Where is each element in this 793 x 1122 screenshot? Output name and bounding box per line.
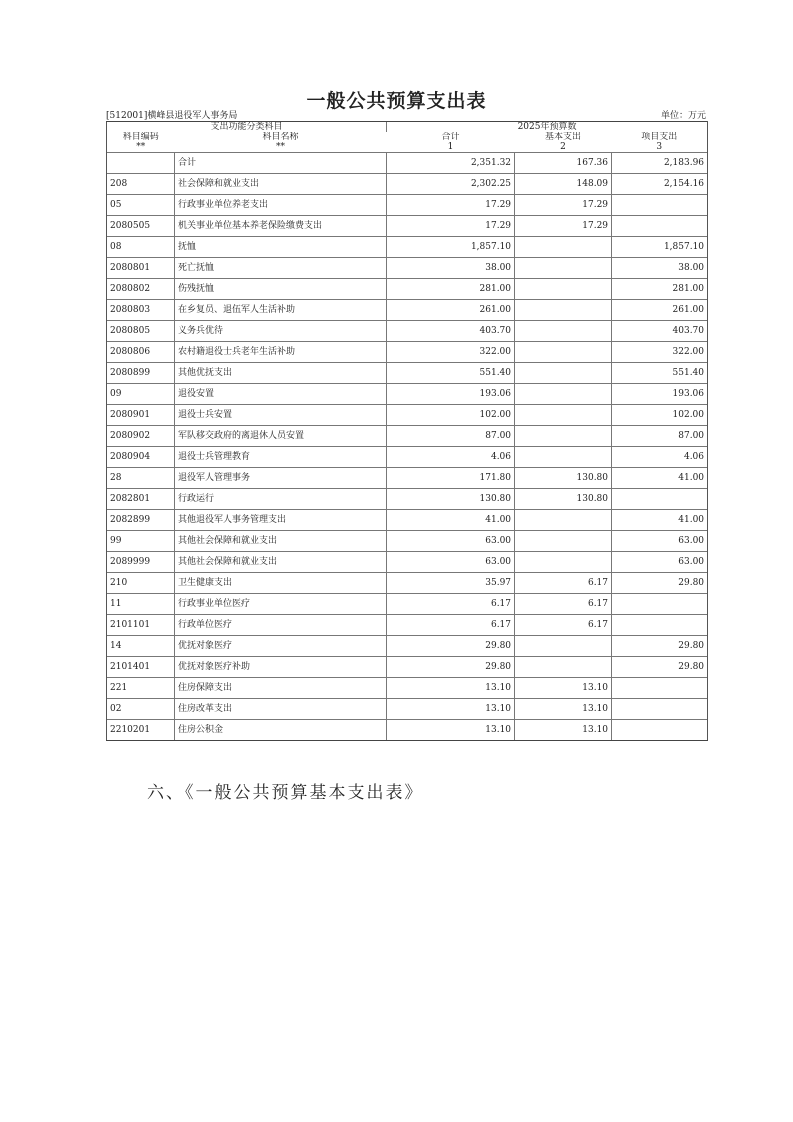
table-row [107,594,708,615]
row-name: 住房公积金 [175,720,387,741]
row-project: 29.80 [612,573,708,594]
table-row [107,195,708,216]
row-basic [515,426,612,447]
header-func-class: 支出功能分类科目 [107,122,387,133]
row-basic: 13.10 [515,699,612,720]
row-code: 2080904 [107,447,175,468]
table-row [107,237,708,258]
row-total: 1,857.10 [387,237,515,258]
page-title: 一般公共预算支出表 [306,90,487,112]
row-basic: 6.17 [515,615,612,636]
row-code: 11 [107,594,175,615]
row-project: 38.00 [612,258,708,279]
row-total: 13.10 [387,720,515,741]
row-project: 322.00 [612,342,708,363]
header-row-1 [107,122,708,133]
row-basic [515,447,612,468]
row-code: 05 [107,195,175,216]
row-basic [515,384,612,405]
row-name: 行政运行 [175,489,387,510]
row-basic [515,657,612,678]
row-name: 行政单位医疗 [175,615,387,636]
row-basic [515,300,612,321]
row-basic [515,552,612,573]
row-code: 2080901 [107,405,175,426]
row-name: 社会保障和就业支出 [175,174,387,195]
row-basic [515,258,612,279]
row-name: 机关事业单位基本养老保险缴费支出 [175,216,387,237]
row-code: 2080803 [107,300,175,321]
table-row [107,489,708,510]
row-project: 29.80 [612,636,708,657]
row-name: 义务兵优待 [175,321,387,342]
row-name: 抚恤 [175,237,387,258]
row-project: 261.00 [612,300,708,321]
row-name: 其他退役军人事务管理支出 [175,510,387,531]
row-code: 2080802 [107,279,175,300]
row-project: 551.40 [612,363,708,384]
row-name: 卫生健康支出 [175,573,387,594]
row-project: 2,183.96 [612,153,708,174]
header-code: 科目编码 [107,132,175,142]
row-total: 87.00 [387,426,515,447]
header-code-mark: ** [107,142,175,153]
row-total: 130.80 [387,489,515,510]
table-row [107,531,708,552]
row-basic: 13.10 [515,678,612,699]
row-name: 合计 [175,153,387,174]
header-total: 合计 [441,132,460,142]
row-total: 13.10 [387,678,515,699]
row-project: 63.00 [612,552,708,573]
row-project: 63.00 [612,531,708,552]
table-meta [106,108,706,122]
table-row [107,657,708,678]
header-year-budget: 2025年预算数 [387,122,708,133]
row-basic [515,363,612,384]
row-code: 28 [107,468,175,489]
row-name: 住房保障支出 [175,678,387,699]
row-project [612,720,708,741]
table-row [107,363,708,384]
row-code: 2080902 [107,426,175,447]
row-total: 171.80 [387,468,515,489]
header-name-mark: ** [276,142,285,152]
row-project: 281.00 [612,279,708,300]
row-name: 在乡复员、退伍军人生活补助 [175,300,387,321]
header-n1: 1 [447,142,454,152]
row-total: 38.00 [387,258,515,279]
row-project [612,594,708,615]
table-row [107,279,708,300]
row-name: 伤残抚恤 [175,279,387,300]
row-name: 退役军人管理事务 [175,468,387,489]
budget-table [106,121,708,741]
row-basic: 6.17 [515,573,612,594]
row-name: 退役士兵管理教育 [175,447,387,468]
row-basic [515,279,612,300]
row-name: 其他社会保障和就业支出 [175,531,387,552]
table-row [107,510,708,531]
unit-label: 单位：万元 [660,111,706,121]
row-project [612,216,708,237]
row-total: 261.00 [387,300,515,321]
row-project: 193.06 [612,384,708,405]
table-row [107,342,708,363]
header-row-2 [107,132,708,142]
row-total: 2,351.32 [387,153,515,174]
table-row [107,573,708,594]
row-basic [515,342,612,363]
table-row [107,699,708,720]
table-row [107,426,708,447]
row-basic: 17.29 [515,216,612,237]
row-code: 99 [107,531,175,552]
table-row [107,678,708,699]
row-total: 17.29 [387,216,515,237]
row-code: 08 [107,237,175,258]
row-name: 其他社会保障和就业支出 [175,552,387,573]
row-project: 41.00 [612,468,708,489]
row-basic [515,636,612,657]
row-name: 退役安置 [175,384,387,405]
header-project: 项目支出 [612,132,708,142]
row-basic: 17.29 [515,195,612,216]
table-row [107,447,708,468]
row-total: 6.17 [387,594,515,615]
table-row [107,615,708,636]
row-total: 17.29 [387,195,515,216]
table-row [107,174,708,195]
row-name: 军队移交政府的离退休人员安置 [175,426,387,447]
row-project [612,489,708,510]
row-total: 551.40 [387,363,515,384]
row-name: 住房改革支出 [175,699,387,720]
row-name: 优抚对象医疗 [175,636,387,657]
row-project: 102.00 [612,405,708,426]
row-name: 优抚对象医疗补助 [175,657,387,678]
row-name: 农村籍退役士兵老年生活补助 [175,342,387,363]
row-name: 退役士兵安置 [175,405,387,426]
row-total: 63.00 [387,531,515,552]
row-total: 193.06 [387,384,515,405]
row-total: 2,302.25 [387,174,515,195]
row-project: 1,857.10 [612,237,708,258]
row-code: 2080801 [107,258,175,279]
total-row [107,153,708,174]
table-row [107,216,708,237]
row-total: 281.00 [387,279,515,300]
row-code: 2101101 [107,615,175,636]
table-row [107,384,708,405]
row-basic: 13.10 [515,720,612,741]
row-project: 41.00 [612,510,708,531]
header-name: 科目名称 [262,132,299,142]
row-code: 02 [107,699,175,720]
row-project: 87.00 [612,426,708,447]
row-code: 221 [107,678,175,699]
row-basic: 130.80 [515,468,612,489]
row-code: 208 [107,174,175,195]
row-project [612,699,708,720]
header-n2: 2 [560,142,566,152]
row-basic [515,237,612,258]
row-code: 2210201 [107,720,175,741]
row-total: 6.17 [387,615,515,636]
row-code: 2082899 [107,510,175,531]
row-basic: 148.09 [515,174,612,195]
row-project [612,195,708,216]
row-project [612,678,708,699]
table-row [107,720,708,741]
header-n3: 3 [612,142,708,153]
section-heading: 六、《一般公共预算基本支出表》 [147,783,424,803]
row-project: 403.70 [612,321,708,342]
table-row [107,552,708,573]
row-code: 2082801 [107,489,175,510]
row-total: 322.00 [387,342,515,363]
unit-code: [512001]横峰县退役军人事务局 [106,111,238,121]
table-row [107,468,708,489]
row-total: 403.70 [387,321,515,342]
row-code: 2089999 [107,552,175,573]
row-total: 41.00 [387,510,515,531]
table-row [107,636,708,657]
row-total: 29.80 [387,636,515,657]
row-basic: 130.80 [515,489,612,510]
row-code: 09 [107,384,175,405]
row-basic [515,405,612,426]
table-row [107,321,708,342]
row-basic [515,510,612,531]
row-code: 2080806 [107,342,175,363]
row-code: 2080805 [107,321,175,342]
row-total: 102.00 [387,405,515,426]
row-code: 210 [107,573,175,594]
row-code: 2080505 [107,216,175,237]
row-basic [515,531,612,552]
row-code [107,153,175,174]
row-name: 其他优抚支出 [175,363,387,384]
row-total: 63.00 [387,552,515,573]
row-basic: 6.17 [515,594,612,615]
row-project: 2,154.16 [612,174,708,195]
row-project: 29.80 [612,657,708,678]
row-code: 2080899 [107,363,175,384]
row-name: 死亡抚恤 [175,258,387,279]
row-project [612,615,708,636]
row-name: 行政事业单位医疗 [175,594,387,615]
table-row [107,258,708,279]
header-row-3 [107,142,708,153]
row-total: 29.80 [387,657,515,678]
row-code: 2101401 [107,657,175,678]
row-basic: 167.36 [515,153,612,174]
header-basic: 基本支出 [545,132,582,142]
table-row [107,405,708,426]
row-basic [515,321,612,342]
row-name: 行政事业单位养老支出 [175,195,387,216]
table-row [107,300,708,321]
row-total: 35.97 [387,573,515,594]
row-total: 4.06 [387,447,515,468]
row-project: 4.06 [612,447,708,468]
row-total: 13.10 [387,699,515,720]
row-code: 14 [107,636,175,657]
